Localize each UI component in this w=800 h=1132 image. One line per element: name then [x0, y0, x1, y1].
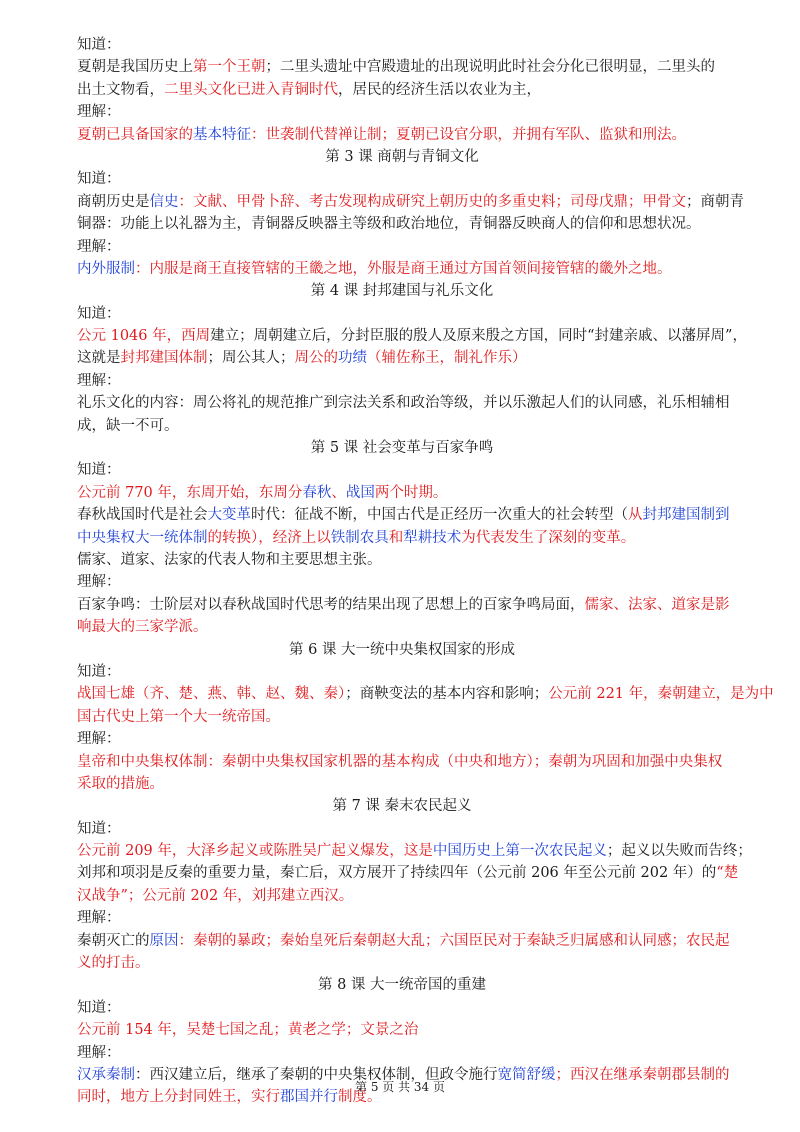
- text-line: [77, 661, 727, 683]
- text-segment: 儒家、道家、法家的代表人物和主要思想主张。: [77, 551, 382, 568]
- text-line: [77, 1019, 727, 1041]
- highlight-red: （辅佐称王，制礼作乐）: [367, 350, 527, 367]
- text-segment: 理解：: [77, 910, 121, 927]
- highlight-red: 响最大的三家学派。: [77, 619, 208, 636]
- text-line: [77, 392, 730, 414]
- highlight-red: 公元 1046 年，西周: [77, 328, 211, 345]
- highlight-red: ：世袭制代替禅让制；夏朝已设官分职，并拥有军队、监狱和刑法。: [251, 126, 686, 143]
- highlight-red: 和: [388, 529, 404, 546]
- lesson-heading: [77, 437, 727, 459]
- lesson-heading: [77, 795, 727, 817]
- text-line: [77, 683, 774, 705]
- text-line: [77, 616, 727, 638]
- text-segment: 理解：: [77, 238, 121, 255]
- text-segment: ；周公其人；: [207, 350, 295, 367]
- highlight-red: ：内服是商王直接管辖的王畿之地，外服是商王通过方国首领间接管辖的畿外之地。: [135, 260, 672, 277]
- highlight-red: 同时，地方上分封同姓王，实行: [77, 1089, 280, 1106]
- lesson-heading: [77, 280, 727, 302]
- text-line: [77, 907, 727, 929]
- text-line: [77, 415, 727, 437]
- text-line: [77, 236, 727, 258]
- text-line: [77, 191, 744, 213]
- text-segment: 第 5 课 社会变革与百家争鸣: [310, 440, 494, 457]
- text-line: [77, 79, 727, 101]
- highlight-blue: 信史: [149, 193, 179, 210]
- text-segment: 第 8 课 大一统帝国的重建: [317, 977, 487, 994]
- highlight-red: 第一个王朝: [193, 59, 266, 76]
- highlight-red: 国古代史上第一个大一统帝国。: [77, 708, 280, 725]
- highlight-red: 二里头文化已进入青铜时代: [164, 81, 338, 98]
- text-segment: 春秋战国时代是社会: [77, 507, 208, 524]
- text-segment: 百家争鸣：士阶层对以春秋战国时代思考的结果出现了思想上的百家争鸣局面，: [77, 596, 585, 613]
- text-line: [77, 885, 727, 907]
- text-segment: 礼乐文化的内容：周公将礼的规范推广到宗法关系和政治等级，并以乐激起人们的认同感，礼乐相辅相: [77, 395, 730, 412]
- highlight-red: 儒家、法家、道家是影: [584, 596, 730, 613]
- highlight-blue: 郡国并行: [280, 1089, 338, 1106]
- text-segment: ；二里头遗址中宫殿遗址的出现说明此时社会分化已很明显，二里头的: [265, 59, 715, 76]
- highlight-blue: 功绩: [338, 350, 367, 367]
- highlight-red: ：秦朝的暴政；秦始皇死后秦朝赵大乱；六国臣民对于秦缺乏归属感和认同感；农民起: [178, 932, 730, 949]
- text-segment: 第 7 课 秦末农民起义: [332, 798, 472, 815]
- text-line: [77, 258, 727, 280]
- highlight-red: 两个时期。: [374, 484, 448, 501]
- text-segment: 知道：: [77, 999, 121, 1016]
- text-segment: 知道：: [77, 663, 121, 680]
- text-line: [77, 706, 727, 728]
- highlight-red: 公元前 770 年，东周开始，东周分: [77, 484, 303, 501]
- text-line: [77, 1042, 727, 1064]
- highlight-blue: 中国历史上第一次农民起义: [432, 843, 607, 860]
- text-segment: 秦朝灭亡的: [77, 932, 150, 949]
- text-segment: 商朝历史是: [77, 193, 150, 210]
- text-segment: 知道：: [77, 820, 121, 837]
- lesson-heading: [77, 146, 727, 168]
- highlight-blue: 基本特征: [193, 126, 251, 143]
- highlight-blue: 战国: [345, 484, 375, 501]
- highlight-red: 夏朝已具备国家的: [77, 126, 193, 143]
- text-segment: ；商朝青: [686, 193, 744, 210]
- text-line: [77, 840, 752, 862]
- highlight-blue: 宽简舒缓: [497, 1066, 556, 1083]
- text-line: [77, 347, 727, 369]
- text-line: [77, 594, 730, 616]
- text-segment: 知道：: [77, 37, 121, 53]
- text-segment: 理解：: [77, 731, 121, 748]
- text-line: [77, 549, 727, 571]
- text-segment: 出土文物看，: [77, 81, 164, 98]
- highlight-blue: 犁耕技术: [403, 529, 462, 546]
- text-line: [77, 101, 727, 123]
- text-segment: 理解：: [77, 104, 121, 121]
- text-segment: 知道：: [77, 305, 121, 322]
- highlight-red: 战国七雄（齐、楚、燕、韩、赵、魏、秦）: [77, 686, 346, 703]
- text-segment: ；起义以失败而告终；: [606, 843, 752, 860]
- text-segment: ，居民的经济生活以农业为主，: [338, 81, 541, 98]
- text-line: [77, 952, 727, 974]
- highlight-red: 为代表发生了深刻的变革。: [461, 529, 636, 546]
- highlight-red: 封邦建国体制: [120, 350, 208, 367]
- text-segment: 理解：: [77, 574, 121, 591]
- text-line: [77, 571, 727, 593]
- highlight-red: 公元前 154 年，吴楚七国之乱；黄老之学；文景之治: [77, 1022, 419, 1039]
- text-line: [77, 325, 747, 347]
- highlight-red: 义的打击。: [77, 955, 150, 972]
- text-segment: 知道：: [77, 171, 121, 188]
- text-line: [77, 34, 727, 56]
- text-segment: 铜器：功能上以礼器为主，青铜器反映器主等级和政治地位，青铜器反映商人的信仰和思想状况。: [77, 216, 701, 233]
- text-line: [77, 862, 739, 884]
- document-body: [77, 34, 774, 1109]
- text-line: [77, 818, 727, 840]
- text-segment: ；商鞅变法的基本内容和影响；: [345, 686, 549, 703]
- highlight-blue: 内外服制: [77, 260, 135, 277]
- text-segment: ：西汉建立后，继承了秦朝的中央集权体制，但政令施行: [135, 1066, 498, 1083]
- text-line: [77, 751, 727, 773]
- highlight-red: 皇帝和中央集权体制：秦朝中央集权国家机器的基本构成（中央和地方）；秦朝为巩固和加强中央集权: [77, 753, 723, 770]
- text-line: [77, 459, 727, 481]
- text-line: [77, 213, 727, 235]
- text-line: [77, 482, 727, 504]
- highlight-red: ：文献、甲骨卜辞、考古发现构成研究上朝历史的多重史料；司母戊鼎；甲骨文: [178, 193, 686, 210]
- text-line: [77, 370, 727, 392]
- text-segment: 理解：: [77, 372, 121, 389]
- highlight-red: ；西汉在继承秦朝郡县制的: [555, 1066, 730, 1083]
- highlight-blue: 春秋: [302, 484, 332, 501]
- text-segment: 理解：: [77, 1044, 121, 1061]
- text-line: [77, 728, 727, 750]
- text-line: [77, 527, 727, 549]
- highlight-red: 、: [331, 484, 346, 501]
- text-segment: 成，缺一不可。: [77, 417, 179, 434]
- text-line: [77, 773, 727, 795]
- highlight-red: 公元前 209 年，大泽乡起义或陈胜吴广起义爆发，这是: [77, 843, 433, 860]
- highlight-blue: 大变革: [207, 507, 251, 524]
- text-segment: 时代：征战不断，中国古代是正经历一次重大的社会转型（: [251, 507, 628, 524]
- text-segment: 第 4 课 封邦建国与礼乐文化: [310, 283, 494, 300]
- lesson-heading: [77, 639, 727, 661]
- text-line: [77, 168, 727, 190]
- text-segment: 这就是: [77, 350, 121, 367]
- highlight-blue: 封邦建国制到: [642, 507, 730, 524]
- highlight-blue: 中央集权大一统体制: [77, 529, 208, 546]
- highlight-red: 从: [628, 507, 643, 524]
- highlight-red: 采取的措施。: [77, 775, 164, 792]
- highlight-red: 制度。: [338, 1089, 382, 1106]
- text-line: [77, 124, 727, 146]
- text-line: [77, 997, 727, 1019]
- text-line: [77, 303, 727, 325]
- highlight-blue: 铁制农具: [330, 529, 389, 546]
- text-segment: 建立；周朝建立后，分封臣服的殷人及原来殷之方国，同时“封建亲戚、以藩屏周”，: [210, 328, 747, 345]
- highlight-blue: 汉承秦制: [77, 1066, 135, 1083]
- page-footer: 第 5 页 共 34 页: [355, 1080, 445, 1094]
- highlight-red: 公元前 221 年，秦朝建立，是为中: [548, 686, 774, 703]
- text-segment: 刘邦和项羽是反秦的重要力量，秦亡后，双方展开了持续四年（公元前 206 年至公元前 202 年）的: [77, 865, 717, 882]
- text-segment: 知道：: [77, 462, 121, 479]
- highlight-red: 汉战争”；公元前 202 年，刘邦建立西汉。: [77, 887, 354, 904]
- highlight-red: “楚: [716, 865, 739, 882]
- text-line: [77, 504, 730, 526]
- highlight-red: 的转换），经济上以: [207, 529, 331, 546]
- lesson-heading: [77, 974, 727, 996]
- highlight-blue: 原因: [149, 932, 179, 949]
- text-segment: 第 3 课 商朝与青铜文化: [325, 148, 479, 165]
- highlight-red: 周公的: [294, 350, 338, 367]
- text-line: [77, 930, 730, 952]
- text-line: [77, 56, 727, 78]
- text-segment: 第 6 课 大一统中央集权国家的形成: [288, 641, 516, 658]
- text-segment: 夏朝是我国历史上: [77, 59, 193, 76]
